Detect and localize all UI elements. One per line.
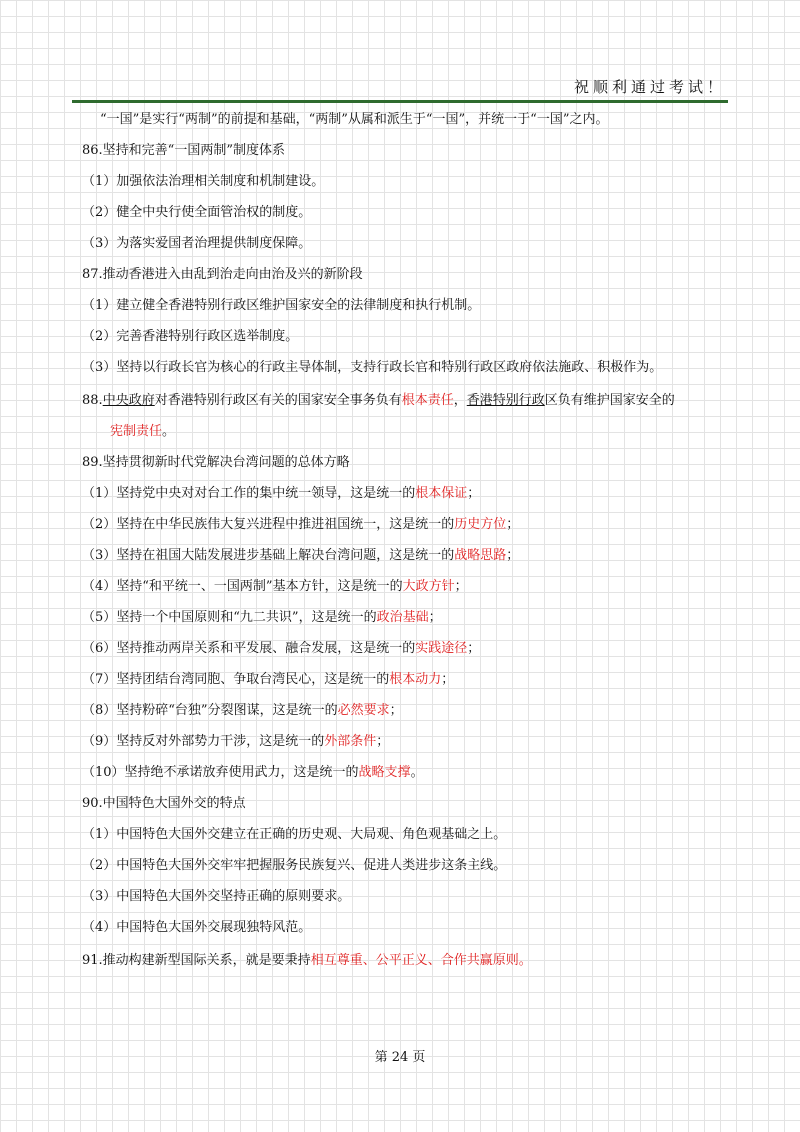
- section-90-item: （1）中国特色大国外交建立在正确的历史观、大局观、角色观基础之上。: [82, 827, 507, 842]
- section-90-title: 90.中国特色大国外交的特点: [82, 796, 246, 811]
- section-86-item: （1）加强依法治理相关制度和机制建设。: [82, 174, 325, 189]
- section-88-line-1: [82, 385, 732, 416]
- section-86-item: （3）为落实爱国者治理提供制度保障。: [82, 236, 312, 251]
- section-88-number: 88.: [82, 393, 103, 408]
- section-87-item: （2）完善香港特别行政区选举制度。: [82, 329, 299, 344]
- section-88-fundamental-resp: 根本责任: [401, 393, 454, 408]
- section-89-item: （10）坚持绝不承诺放弃使用武力，这是统一的战略支撑。: [82, 765, 424, 780]
- section-87-item: （1）建立健全香港特别行政区维护国家安全的法律制度和执行机制。: [82, 298, 481, 313]
- section-89-item: （7）坚持团结台湾同胞、争取台湾民心，这是统一的根本动力；: [82, 672, 455, 687]
- section-88-text: 区负有维护国家安全的: [544, 393, 675, 408]
- header-divider: [72, 100, 728, 103]
- intro-line: “一国”是实行“两制”的前提和基础，“两制”从属和派生于“一国”，并统一于“一国”之内。: [100, 112, 609, 127]
- section-89-item: （5）坚持一个中国原则和“九二共识”，这是统一的政治基础；: [82, 610, 442, 625]
- section-91: 91.推动构建新型国际关系，就是要秉持相互尊重、公平正义、合作共赢原则。: [82, 953, 532, 968]
- section-90-item: （2）中国特色大国外交牢牢把握服务民族复兴、促进人类进步这条主线。: [82, 858, 507, 873]
- section-86-title: 86.坚持和完善“一国两制”制度体系: [82, 143, 285, 158]
- section-89-item: （4）坚持“和平统一、一国两制”基本方针，这是统一的大政方针；: [82, 579, 468, 594]
- section-88-central-gov: 中央政府: [102, 393, 155, 408]
- header-motto: 祝顺利通过考试！: [573, 78, 726, 96]
- section-88-hksar: 香港特别行政: [466, 393, 545, 408]
- section-89-item: （3）坚持在祖国大陆发展进步基础上解决台湾问题，这是统一的战略思路；: [82, 548, 520, 563]
- section-87-title: 87.推动香港进入由乱到治走向由治及兴的新阶段: [82, 267, 363, 282]
- section-90-item: （4）中国特色大国外交展现独特风范。: [82, 920, 312, 935]
- section-86-item: （2）健全中央行使全面管治权的制度。: [82, 205, 312, 220]
- section-88-text: 对香港特别行政区有关的国家安全事务负有: [154, 393, 402, 408]
- section-88-line-2: [82, 416, 732, 447]
- section-87-item: （3）坚持以行政长官为核心的行政主导体制，支持行政长官和特别行政区政府依法施政、积极作为。: [82, 360, 663, 375]
- section-89-title: 89.坚持贯彻新时代党解决台湾问题的总体方略: [82, 455, 350, 470]
- section-88-constitutional-resp: 宪制责任: [110, 424, 163, 439]
- section-89-item: （9）坚持反对外部势力干涉，这是统一的外部条件；: [82, 734, 390, 749]
- page-number: 第 24 页: [374, 1050, 426, 1065]
- section-89-item: （8）坚持粉碎“台独”分裂图谋，这是统一的必然要求；: [82, 703, 403, 718]
- section-90-item: （3）中国特色大国外交坚持正确的原则要求。: [82, 889, 351, 904]
- section-89-item: （2）坚持在中华民族伟大复兴进程中推进祖国统一，这是统一的历史方位；: [82, 517, 520, 532]
- section-88-text: ，: [453, 393, 467, 408]
- document-body: [82, 104, 732, 976]
- section-91-principles: 相互尊重、公平正义、合作共赢原则。: [310, 953, 532, 968]
- section-89-item: （1）坚持党中央对对台工作的集中统一领导，这是统一的根本保证；: [82, 486, 481, 501]
- section-89-item: （6）坚持推动两岸关系和平发展、融合发展，这是统一的实践途径；: [82, 641, 481, 656]
- section-88-text: 。: [162, 424, 176, 439]
